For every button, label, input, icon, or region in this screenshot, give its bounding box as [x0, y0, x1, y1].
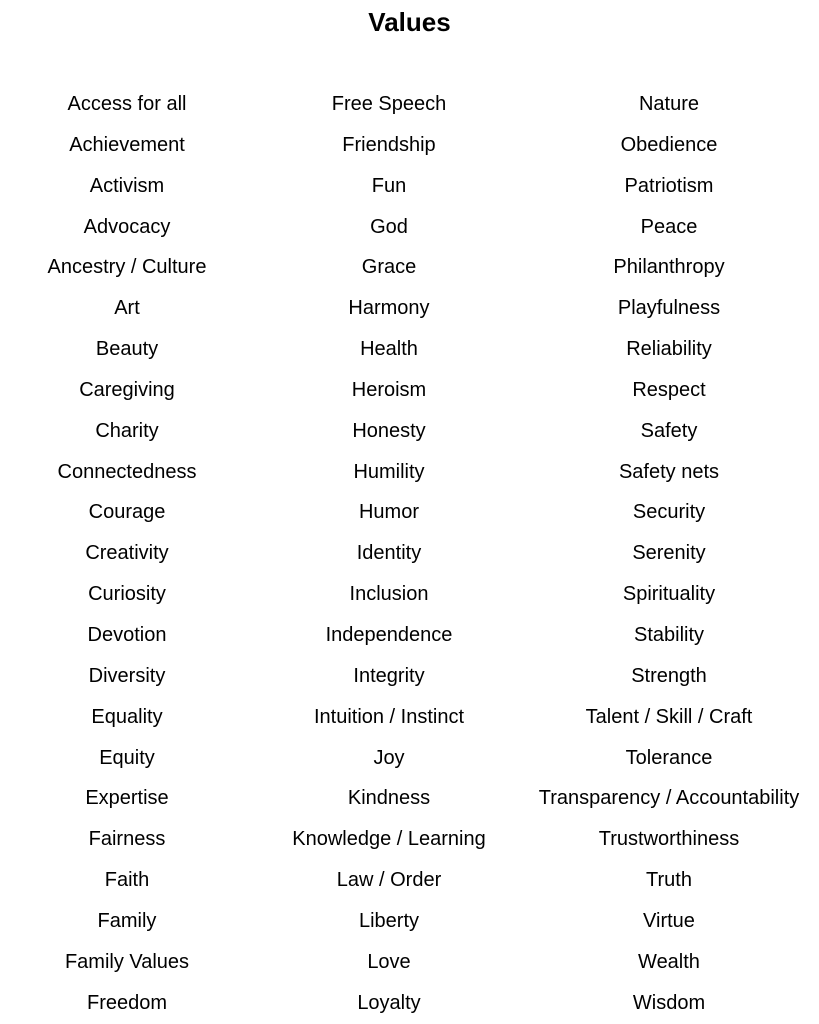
- value-item: Creativity: [85, 542, 169, 565]
- value-item: Faith: [104, 869, 150, 892]
- value-item: Patriotism: [624, 174, 714, 197]
- value-item: Reliability: [626, 338, 712, 361]
- value-item: Harmony: [348, 297, 430, 320]
- value-item: Fun: [371, 174, 407, 197]
- value-item: Respect: [632, 378, 706, 401]
- value-item: Equity: [99, 746, 155, 769]
- value-item: Talent / Skill / Craft: [585, 705, 753, 728]
- value-item: Expertise: [85, 787, 169, 810]
- values-column-1: [20, 84, 234, 1023]
- value-item: Serenity: [632, 542, 706, 565]
- value-item: Strength: [631, 664, 707, 687]
- value-item: Virtue: [643, 909, 695, 932]
- value-item: Health: [360, 338, 418, 361]
- value-item: Heroism: [351, 378, 427, 401]
- value-item: Courage: [88, 501, 166, 524]
- value-item: Achievement: [69, 133, 185, 156]
- value-item: Spirituality: [622, 583, 716, 606]
- value-item: Advocacy: [83, 215, 171, 238]
- value-item: Caregiving: [79, 378, 175, 401]
- value-item: Art: [114, 297, 140, 320]
- value-item: Equality: [91, 705, 163, 728]
- value-item: Trustworthiness: [598, 828, 740, 851]
- values-column-3: [524, 84, 814, 1023]
- value-item: Transparency / Accountability: [538, 787, 800, 810]
- page-title: Values: [368, 7, 451, 37]
- value-item: Truth: [646, 869, 692, 892]
- value-item: Kindness: [347, 787, 431, 810]
- value-item: Joy: [373, 746, 405, 769]
- value-item: Obedience: [620, 133, 718, 156]
- value-item: Grace: [361, 256, 417, 279]
- value-item: Security: [632, 501, 706, 524]
- value-item: Beauty: [95, 338, 159, 361]
- value-item: Identity: [356, 542, 422, 565]
- value-item: Wisdom: [632, 991, 706, 1014]
- value-item: Access for all: [67, 93, 187, 115]
- value-item: Safety nets: [618, 460, 720, 483]
- value-item: Independence: [325, 623, 453, 646]
- value-item: Nature: [638, 93, 700, 115]
- value-item: Curiosity: [88, 583, 166, 606]
- value-item: Inclusion: [349, 583, 429, 606]
- value-item: Family Values: [64, 950, 190, 973]
- value-item: Ancestry / Culture: [47, 256, 207, 279]
- value-item: Playfulness: [617, 297, 721, 320]
- value-item: Law / Order: [336, 869, 442, 892]
- value-item: Safety: [640, 419, 698, 442]
- value-item: Charity: [95, 419, 159, 442]
- value-item: Wealth: [638, 950, 700, 973]
- value-item: Connectedness: [57, 460, 197, 483]
- value-item: Free Speech: [331, 93, 447, 115]
- value-item: Integrity: [353, 664, 425, 687]
- value-item: Fairness: [88, 828, 166, 851]
- value-item: Activism: [89, 174, 165, 197]
- value-item: Philanthropy: [613, 256, 725, 279]
- value-item: Tolerance: [625, 746, 713, 769]
- value-item: Love: [367, 950, 411, 973]
- value-item: Friendship: [342, 133, 436, 156]
- value-item: Intuition / Instinct: [313, 705, 465, 728]
- value-item: Devotion: [87, 623, 167, 646]
- value-item: Honesty: [352, 419, 426, 442]
- value-item: God: [370, 215, 408, 238]
- value-item: Family: [97, 909, 157, 932]
- values-column-2: [278, 84, 500, 1023]
- value-item: Humor: [358, 501, 419, 524]
- value-item: Humility: [353, 460, 425, 483]
- value-item: Knowledge / Learning: [292, 828, 486, 851]
- value-item: Freedom: [86, 991, 168, 1014]
- value-item: Diversity: [88, 664, 166, 687]
- value-item: Loyalty: [357, 991, 421, 1014]
- value-item: Stability: [633, 623, 705, 646]
- value-item: Liberty: [358, 909, 420, 932]
- value-item: Peace: [640, 215, 698, 238]
